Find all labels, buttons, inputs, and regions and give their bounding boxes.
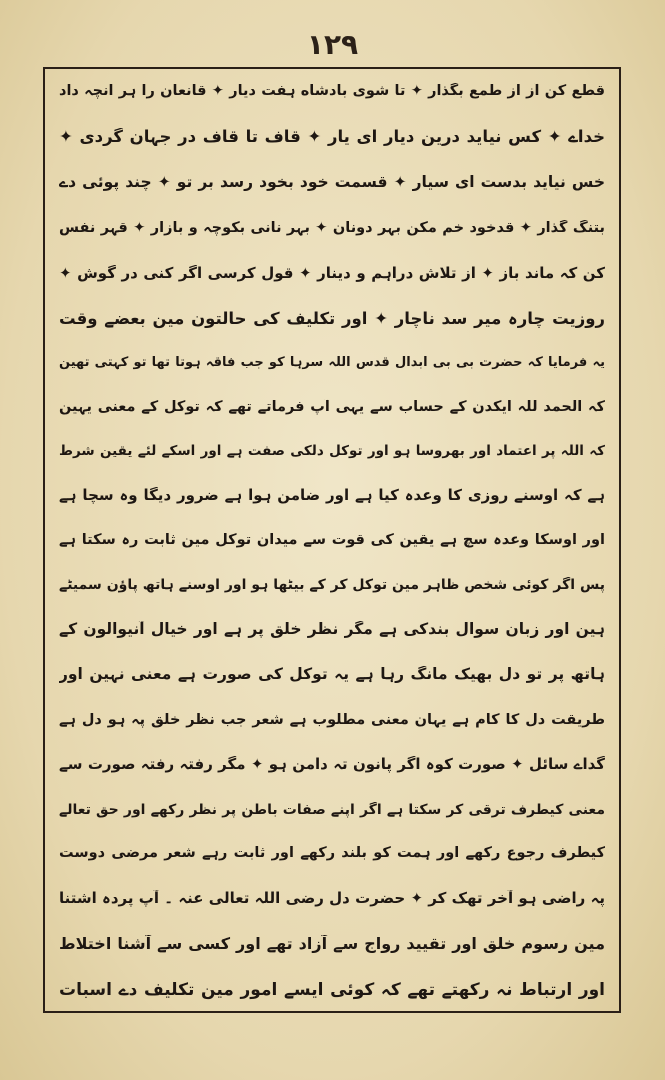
text-line: کن کہ ماند باز ✦ از تلاش دراہم و دینار ✦ قول کرسی اگر کنی در گوش ✦	[59, 264, 605, 282]
text-line: قطع کن آز از طمع بگذار ✦ تا شوی بادشاه ہفت دیار ✦ قانعان را ہر انچہ داد	[59, 83, 605, 99]
text-frame	[43, 67, 621, 1013]
text-line: کیطرف رجوع رکھے اور ہمت کو بلند رکھے اور ثابت رہے شعر مرضی دوست	[59, 845, 605, 862]
page-number: ١٢٩	[306, 28, 359, 61]
text-line: پہ راضی ہو آخر تھک کر ✦ حضرت دل رضی اللہ تعالی عنہ ۔ آپ پردہ اشتنا	[59, 889, 605, 907]
text-line: ہے کہ اوسنے روزی کا وعدہ کیا ہے اور ضامن ہوا ہے ضرور دیگا وہ سچا ہے	[59, 487, 605, 505]
text-line: اور ارتباط نہ رکھتے تھے کہ کوئی ایسے امور مین تکلیف دے اسبات	[59, 981, 605, 1001]
text-line: بتنگ گذار ✦ قدخود خم مکن بہر دونان ✦ بہر نانی بکوچہ و بازار ✦ قہر نفس	[59, 219, 605, 236]
text-line: یہ فرمایا کہ حضرت بی بی ابدال قدس اللہ سرہا کو جب فاقہ ہوتا تھا تو کہتی تھین	[59, 356, 605, 371]
text-line: ہاتھ پر تو دل بھیک مانگ رہا ہے یہ توکل کی صورت ہے معنی نہین اور	[59, 666, 605, 684]
text-line: خس نیاید بدست ای سیار ✦ قسمت خود بخود رسد بر تو ✦ چند پوئی دے	[59, 174, 605, 192]
text-line: معنی کیطرف ترقی کر سکتا ہے اگر اپنے صفات باطن پر نظر رکھے اور حق تعالے	[59, 801, 605, 818]
text-line: ہین اور زبان سوال بندکی ہے مگر نظر خلق پر ہے اور خیال آنیوالون کے	[59, 620, 605, 638]
text-line: پس اگر کوئی شخص ظاہر مین توکل کر کے بیٹھا ہو اور اوسنے ہاتھ پاؤن سمیٹے	[59, 576, 605, 593]
text-line: خداے ✦ کس نیاید درین دیار ای یار ✦ قاف تا قاف در جہان گردی ✦	[59, 127, 605, 146]
text-line: گداے سائل ✦ صورت کوہ اگر پانون تہ دامن ہو ✦ مگر رفتہ رفتہ صورت سے	[59, 756, 605, 774]
text-line: روزیت چارہ میر سد ناچار ✦ اور تکلیف کی حالتون مین بعضے وقت	[59, 309, 605, 328]
text-line: طریقت دل کا کام ہے یہان معنی مطلوب ہے شعر جب نظر خلق پہ ہو دل ہے	[59, 711, 605, 728]
text-line: مین رسوم خلق اور تقیید رواج سے آزاد تھے اور کسی سے آشنا اختلاط	[59, 935, 605, 954]
text-line: اور اوسکا وعدہ سچ ہے یقین کی قوت سے میدان توکل مین ثابت رہ سکتا ہے	[59, 532, 605, 549]
text-body	[59, 83, 605, 1001]
text-line: کہ اللہ پر اعتماد اور بھروسا ہو اور توکل دلکی صفت ہے اور اسکے لئے یقین شرط	[59, 443, 605, 459]
text-line: کہ الحمد للہ ایکدن کے حساب سے یہی آپ فرماتے تھے کہ توکل کے معنی یہین	[59, 399, 605, 416]
